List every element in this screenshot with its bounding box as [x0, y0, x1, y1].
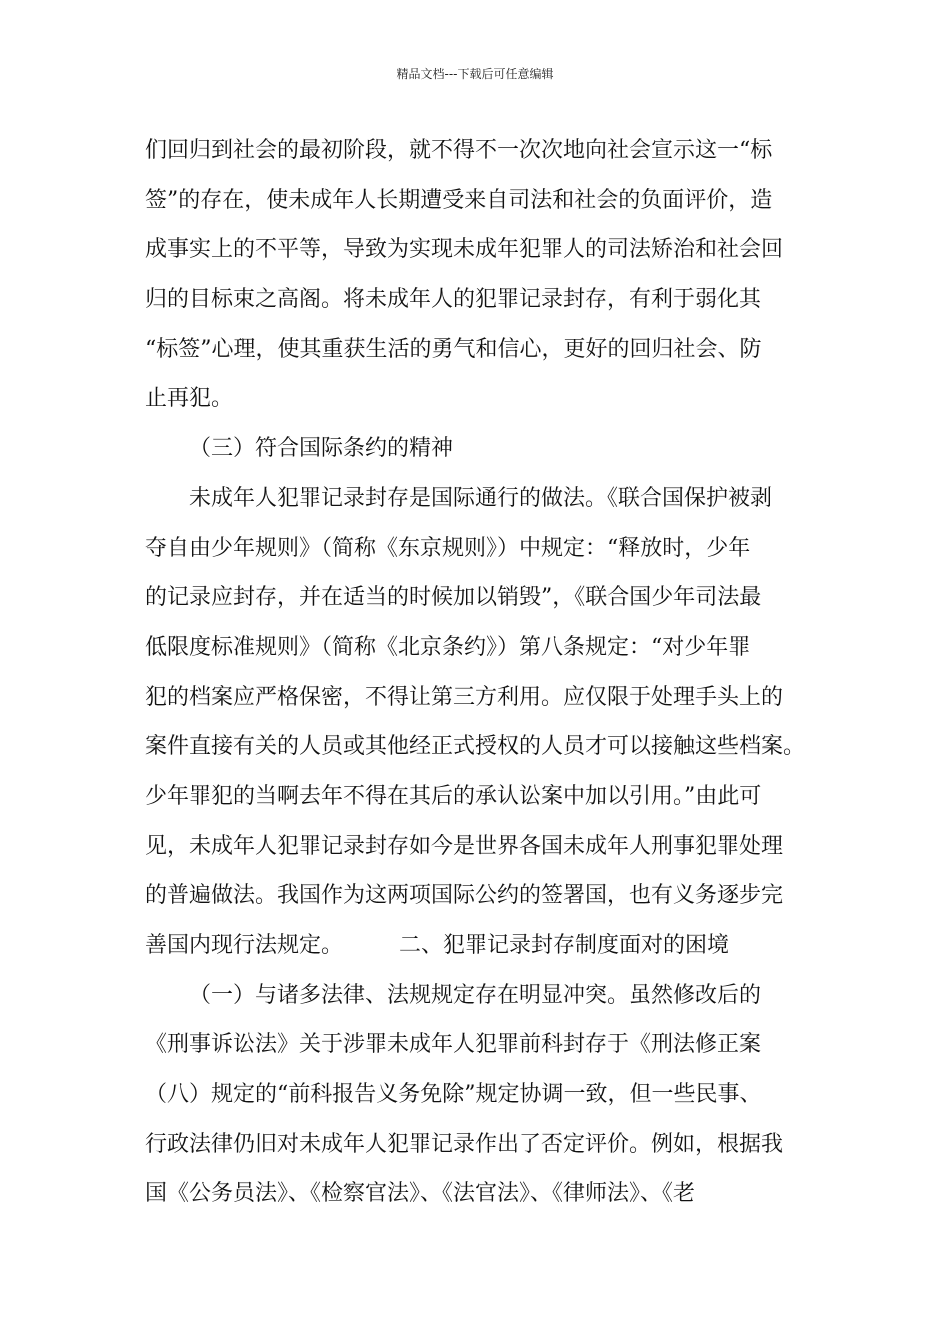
text-line: 犯的档案应严格保密，不得让第三方利用。应仅限于处理手头上的: [145, 684, 784, 710]
text-line: 夺自由少年规则》（简称《东京规则》）中规定：“释放时，少年: [145, 535, 751, 561]
text-line: 国《公务员法》、《检察官法》、《法官法》、《律师法》、《老: [145, 1181, 696, 1207]
text-line: 归的目标束之高阁。将未成年人的犯罪记录封存，有利于弱化其: [145, 287, 762, 313]
paragraph-start: （一）与诸多法律、法规规定存在明显冲突。虽然修改后的: [189, 982, 762, 1008]
text-line: 行政法律仍旧对未成年人犯罪记录作出了否定评价。例如，根据我: [145, 1131, 784, 1157]
text-line: 少年罪犯的当啊去年不得在其后的承认讼案中加以引用。”由此可: [145, 783, 762, 809]
text-line: 们回归到社会的最初阶段，就不得不一次次地向社会宣示这一“标: [145, 138, 773, 163]
text-line: 的记录应封存，并在适当的时候加以销毁”，《联合国少年司法最: [145, 585, 762, 611]
page-header: 精品文档---下载后可任意编辑: [396, 67, 554, 81]
text-line: 善国内现行法规定。 二、犯罪记录封存制度面对的困境: [145, 933, 729, 958]
text-line: （八）规定的“前科报告义务免除”规定协调一致，但一些民事、: [145, 1082, 762, 1108]
text-line: 签”的存在，使未成年人长期遭受来自司法和社会的负面评价，造: [145, 187, 773, 213]
text-line: 见，未成年人犯罪记录封存如今是世界各国未成年人刑事犯罪处理: [145, 833, 784, 859]
text-line: 案件直接有关的人员或其他经正式授权的人员才可以接触这些档案。: [145, 734, 806, 760]
text-line: 止再犯。: [145, 386, 234, 412]
text-line: “标签”心理，使其重获生活的勇气和信心，更好的回归社会、防: [145, 336, 762, 362]
text-line: 低限度标准规则》（简称《北京条约》）第八条规定：“对少年罪: [145, 634, 751, 660]
text-line: 成事实上的不平等，导致为实现未成年犯罪人的司法矫治和社会回: [145, 237, 784, 263]
document-body: [145, 126, 825, 1219]
text-line: 《刑事诉讼法》关于涉罪未成年人犯罪前科封存于《刑法修正案: [145, 1032, 762, 1058]
section-heading: （三）符合国际条约的精神: [189, 436, 454, 462]
text-line: 的普遍做法。我国作为这两项国际公约的签署国，也有义务逐步完: [145, 883, 784, 909]
paragraph-start: 未成年人犯罪记录封存是国际通行的做法。《联合国保护被剥: [189, 485, 773, 511]
